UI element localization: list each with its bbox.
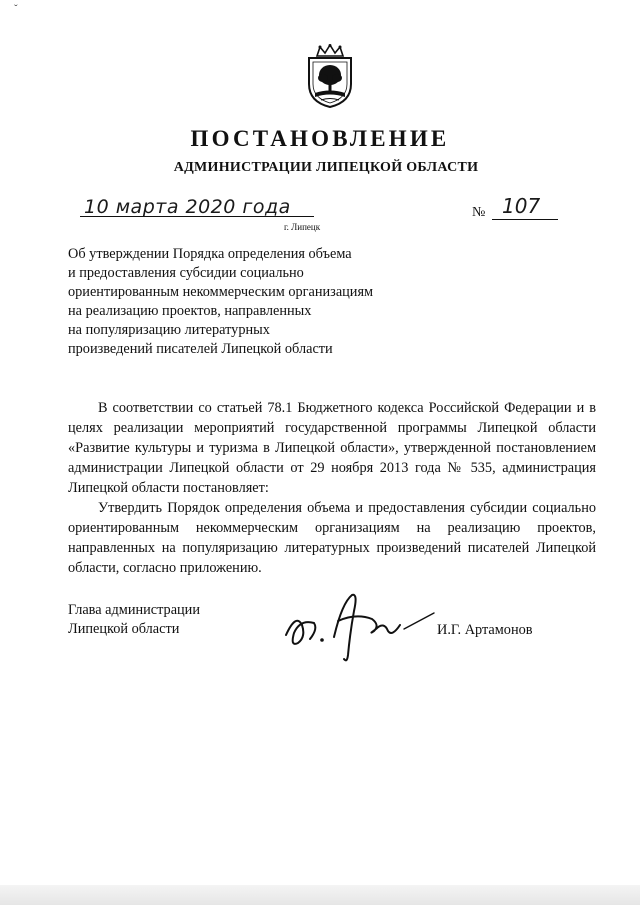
city-label: г. Липецк — [284, 222, 321, 232]
date-underline — [80, 216, 314, 217]
document-subject — [68, 245, 408, 359]
number-underline — [492, 219, 558, 220]
scan-bottom-edge — [0, 885, 640, 905]
subject-line: на популяризацию литературных — [68, 322, 270, 338]
subject-line: на реализацию проектов, направленных — [68, 303, 312, 319]
handwritten-number: 107 — [502, 194, 541, 218]
subject-line: произведений писателей Липецкой области — [68, 341, 333, 357]
body-paragraph: В соответствии со статьей 78.1 Бюджетного кодекса Российской Федерации и в целях реализации мероприятий государственной программы Липецкой области «Развитие культуры и туризма в Липецкой области», утвержденной постановлением администрации Липецкой области от 29 ноября 2013 года № 535, администрация Липецкой области постановляет: — [68, 400, 596, 496]
signatory-position — [68, 601, 200, 639]
subject-line: ориентированным некоммерческим организациям — [68, 284, 374, 300]
coat-of-arms-icon — [301, 44, 359, 108]
position-line: Липецкой области — [68, 621, 180, 637]
signer-name: И.Г. Артамонов — [437, 622, 533, 638]
body-paragraph: Утвердить Порядок определения объема и предоставления субсидии социально ориентированным некоммерческим организациям на реализацию проектов, направленных на популяризацию литературных произведений писателей Липецкой области, согласно приложению. — [68, 500, 596, 576]
handwritten-date: 10 марта 2020 года — [84, 196, 291, 218]
number-label: № — [472, 205, 486, 220]
document-subtitle: АДМИНИСТРАЦИИ ЛИПЕЦКОЙ ОБЛАСТИ — [173, 160, 479, 175]
document-title: ПОСТАНОВЛЕНИЕ — [190, 126, 450, 151]
handwritten-signature-icon — [272, 585, 442, 665]
corner-mark: ˇ — [14, 3, 18, 15]
subject-line: и предоставления субсидии социально — [68, 265, 304, 281]
subject-line: Об утверждении Порядка определения объема — [68, 246, 352, 262]
position-line: Глава администрации — [68, 602, 200, 618]
document-body — [68, 398, 596, 578]
